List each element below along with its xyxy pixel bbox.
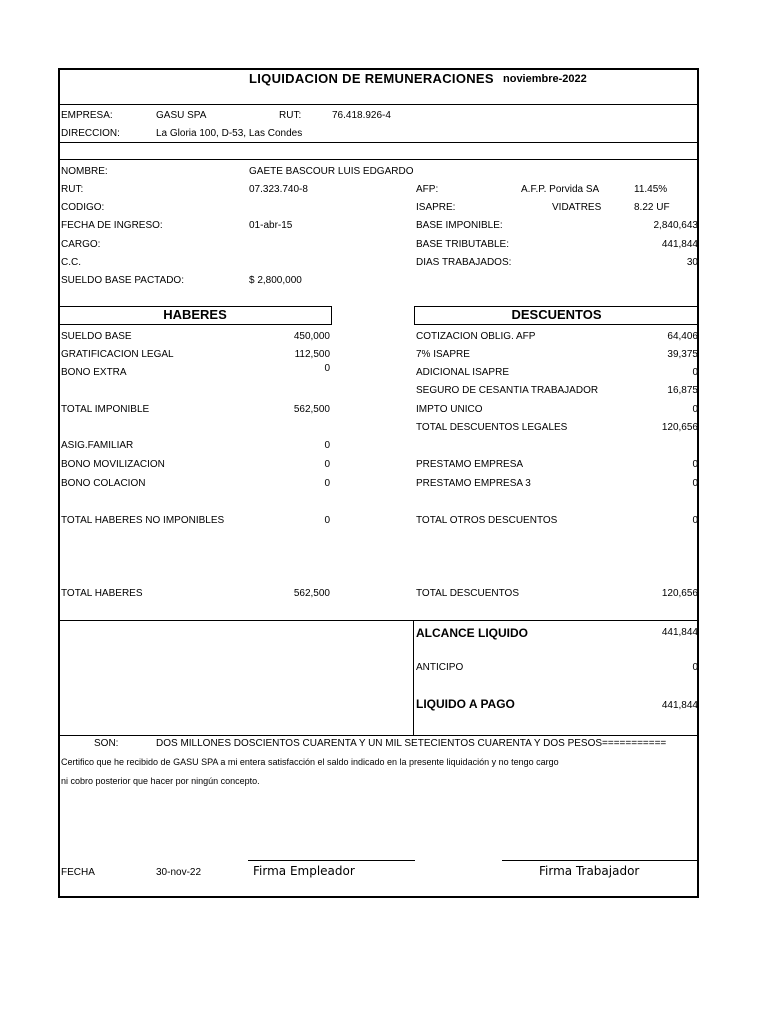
descuentos-row-value: 0 <box>692 367 698 378</box>
firma-empleador-label: Firma Empleador <box>253 864 355 878</box>
period-label: noviembre-2022 <box>503 73 587 85</box>
employee-rut-label: RUT: <box>61 184 84 195</box>
haberes-row-label: TOTAL IMPONIBLE <box>61 404 150 415</box>
descuentos-row-label: PRESTAMO EMPRESA 3 <box>416 478 531 489</box>
haberes-row-value: 562,500 <box>293 588 330 599</box>
haberes-row-value: 562,500 <box>293 404 330 415</box>
divider <box>58 620 699 621</box>
haberes-row-value: 0 <box>324 459 330 470</box>
liquido-a-pago-value: 441,844 <box>661 700 698 711</box>
descuentos-row-label: SEGURO DE CESANTIA TRABAJADOR <box>416 385 599 396</box>
sueldo-pactado-value: $ 2,800,000 <box>249 275 302 286</box>
divider <box>58 142 699 143</box>
descuentos-row-label: TOTAL OTROS DESCUENTOS <box>416 515 558 526</box>
afp-label: AFP: <box>416 184 439 195</box>
base-tributable-label: BASE TRIBUTABLE: <box>416 239 509 250</box>
anticipo-value: 0 <box>692 662 698 673</box>
alcance-liquido-label: ALCANCE LIQUIDO <box>416 626 528 640</box>
descuentos-row-label: ADICIONAL ISAPRE <box>416 367 509 378</box>
afp-rate: 11.45% <box>634 184 668 195</box>
haberes-row-label: ASIG.FAMILIAR <box>61 440 134 451</box>
descuentos-row-value: 0 <box>692 478 698 489</box>
son-amount-text: DOS MILLONES DOSCIENTOS CUARENTA Y UN MIL SETECIENTOS CUARENTA Y DOS PESOS=========== <box>156 738 667 749</box>
haberes-row-value: 450,000 <box>293 331 330 342</box>
haberes-row-label: SUELDO BASE <box>61 331 132 342</box>
descuentos-row-label: COTIZACION OBLIG. AFP <box>416 331 536 342</box>
anticipo-label: ANTICIPO <box>416 662 464 673</box>
descuentos-row-value: 120,656 <box>661 588 698 599</box>
haberes-row-value: 0 <box>324 478 330 489</box>
liquido-a-pago-label: LIQUIDO A PAGO <box>416 697 515 711</box>
descuentos-row-label: PRESTAMO EMPRESA <box>416 459 524 470</box>
employee-rut-value: 07.323.740-8 <box>249 184 308 195</box>
fecha-label: FECHA <box>61 867 95 878</box>
divider <box>413 620 414 735</box>
company-rut-value: 76.418.926-4 <box>332 110 391 121</box>
signature-line-trabajador <box>502 860 699 861</box>
divider <box>58 159 699 160</box>
isapre-label: ISAPRE: <box>416 202 456 213</box>
descuentos-row-value: 0 <box>692 515 698 526</box>
descuentos-row-value: 0 <box>692 459 698 470</box>
base-tributable-value: 441,844 <box>661 239 698 250</box>
cargo-label: CARGO: <box>61 239 101 250</box>
certificate-text: ni cobro posterior que hacer por ningún concepto. <box>61 776 260 786</box>
cc-label: C.C. <box>61 257 81 268</box>
sueldo-pactado-label: SUELDO BASE PACTADO: <box>61 275 184 286</box>
codigo-label: CODIGO: <box>61 202 105 213</box>
son-label: SON: <box>94 738 119 749</box>
haberes-row-label: BONO MOVILIZACION <box>61 459 165 470</box>
haberes-row-value: 0 <box>324 363 330 374</box>
descuentos-row-label: 7% ISAPRE <box>416 349 470 360</box>
signature-line-empleador <box>248 860 415 861</box>
company-rut-label: RUT: <box>279 110 302 121</box>
descuentos-heading: DESCUENTOS <box>414 306 699 325</box>
empresa-value: GASU SPA <box>156 110 207 121</box>
fecha-value: 30-nov-22 <box>156 867 202 878</box>
haberes-row-value: 112,500 <box>294 349 330 360</box>
isapre-name: VIDATRES <box>552 202 602 213</box>
descuentos-row-value: 16,875 <box>667 385 698 396</box>
descuentos-row-value: 64,406 <box>667 331 698 342</box>
haberes-row-label: BONO EXTRA <box>61 367 127 378</box>
haberes-row-label: BONO COLACION <box>61 478 146 489</box>
direccion-value: La Gloria 100, D-53, Las Condes <box>156 128 303 139</box>
isapre-uf: 8.22 UF <box>634 202 670 213</box>
base-imponible-value: 2,840,643 <box>653 220 698 231</box>
descuentos-row-value: 0 <box>692 404 698 415</box>
descuentos-row-value: 120,656 <box>661 422 698 433</box>
haberes-row-label: TOTAL HABERES <box>61 588 143 599</box>
base-imponible-label: BASE IMPONIBLE: <box>416 220 503 231</box>
certificate-text: Certifico que he recibido de GASU SPA a mi entera satisfacción el saldo indicado en la presente liquidación y no tengo cargo <box>61 757 559 767</box>
nombre-label: NOMBRE: <box>61 166 108 177</box>
empresa-label: EMPRESA: <box>61 110 113 121</box>
dias-value: 30 <box>686 257 698 268</box>
haberes-row-value: 0 <box>324 440 330 451</box>
firma-trabajador-label: Firma Trabajador <box>539 864 640 878</box>
descuentos-row-label: TOTAL DESCUENTOS LEGALES <box>416 422 568 433</box>
haberes-row-value: 0 <box>324 515 330 526</box>
nombre-value: GAETE BASCOUR LUIS EDGARDO <box>249 166 414 177</box>
descuentos-row-label: IMPTO UNICO <box>416 404 483 415</box>
descuentos-row-label: TOTAL DESCUENTOS <box>416 588 519 599</box>
haberes-row-label: TOTAL HABERES NO IMPONIBLES <box>61 515 225 526</box>
alcance-liquido-value: 441,844 <box>661 627 698 638</box>
ingreso-value: 01-abr-15 <box>249 220 293 231</box>
document-title: LIQUIDACION DE REMUNERACIONES <box>249 71 494 86</box>
haberes-row-label: GRATIFICACION LEGAL <box>61 349 174 360</box>
haberes-heading: HABERES <box>58 306 332 325</box>
descuentos-row-value: 39,375 <box>667 349 698 360</box>
dias-label: DIAS TRABAJADOS: <box>416 257 512 268</box>
divider <box>58 735 699 736</box>
afp-name: A.F.P. Porvida SA <box>521 184 600 195</box>
divider <box>58 104 699 105</box>
direccion-label: DIRECCION: <box>61 128 120 139</box>
ingreso-label: FECHA DE INGRESO: <box>61 220 163 231</box>
